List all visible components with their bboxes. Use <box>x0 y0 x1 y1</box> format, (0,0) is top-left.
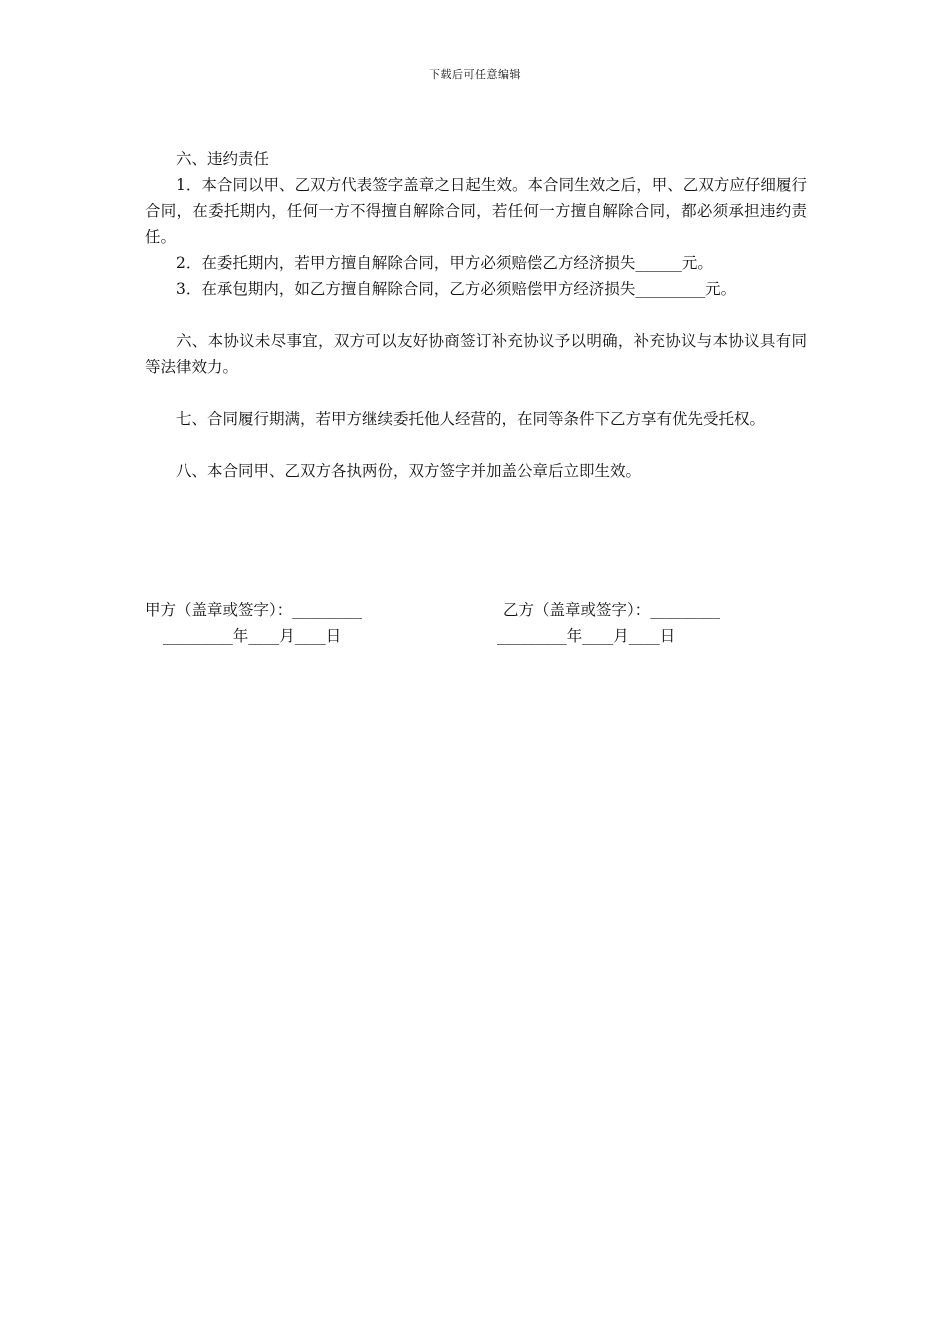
party-b-date: _________年____月____日 <box>497 627 676 645</box>
section-renewal: 七、合同履行期满，若甲方继续委托他人经营的，在同等条件下乙方享有优先受托权。 <box>176 410 766 428</box>
signature-block <box>145 597 807 649</box>
party-a-date: _________年____月____日 <box>163 627 342 645</box>
section-copies: 八、本合同甲、乙双方各执两份，双方签字并加盖公章后立即生效。 <box>176 462 642 480</box>
party-b-signature: 乙方（盖章或签字）：_________ <box>503 601 721 619</box>
party-a-signature: 甲方（盖章或签字）：_________ <box>145 601 363 619</box>
liability-item-3: 3．在承包期内，如乙方擅自解除合同，乙方必须赔偿甲方经济损失_________元。 <box>176 280 737 298</box>
liability-item-2: 2．在委托期内，若甲方擅自解除合同，甲方必须赔偿乙方经济损失______元。 <box>176 254 713 272</box>
section-liability-title: 六、违约责任 <box>176 150 270 168</box>
liability-item-1: 1．本合同以甲、乙双方代表签字盖章之日起生效。本合同生效之后，甲、乙双方应仔细履行合同，在委托期内，任何一方不得擅自解除合同，若任何一方擅自解除合同，都必须承担违约责任。 <box>145 176 807 246</box>
page-header: 下载后可任意编辑 <box>429 68 521 81</box>
signature-row <box>145 597 807 623</box>
contract-body <box>145 146 807 484</box>
paragraph-spacer <box>145 432 807 458</box>
paragraph-spacer <box>145 380 807 406</box>
date-row <box>145 623 807 649</box>
paragraph-spacer <box>145 302 807 328</box>
section-supplement: 六、本协议未尽事宜，双方可以友好协商签订补充协议予以明确，补充协议与本协议具有同等法律效力。 <box>145 332 807 376</box>
